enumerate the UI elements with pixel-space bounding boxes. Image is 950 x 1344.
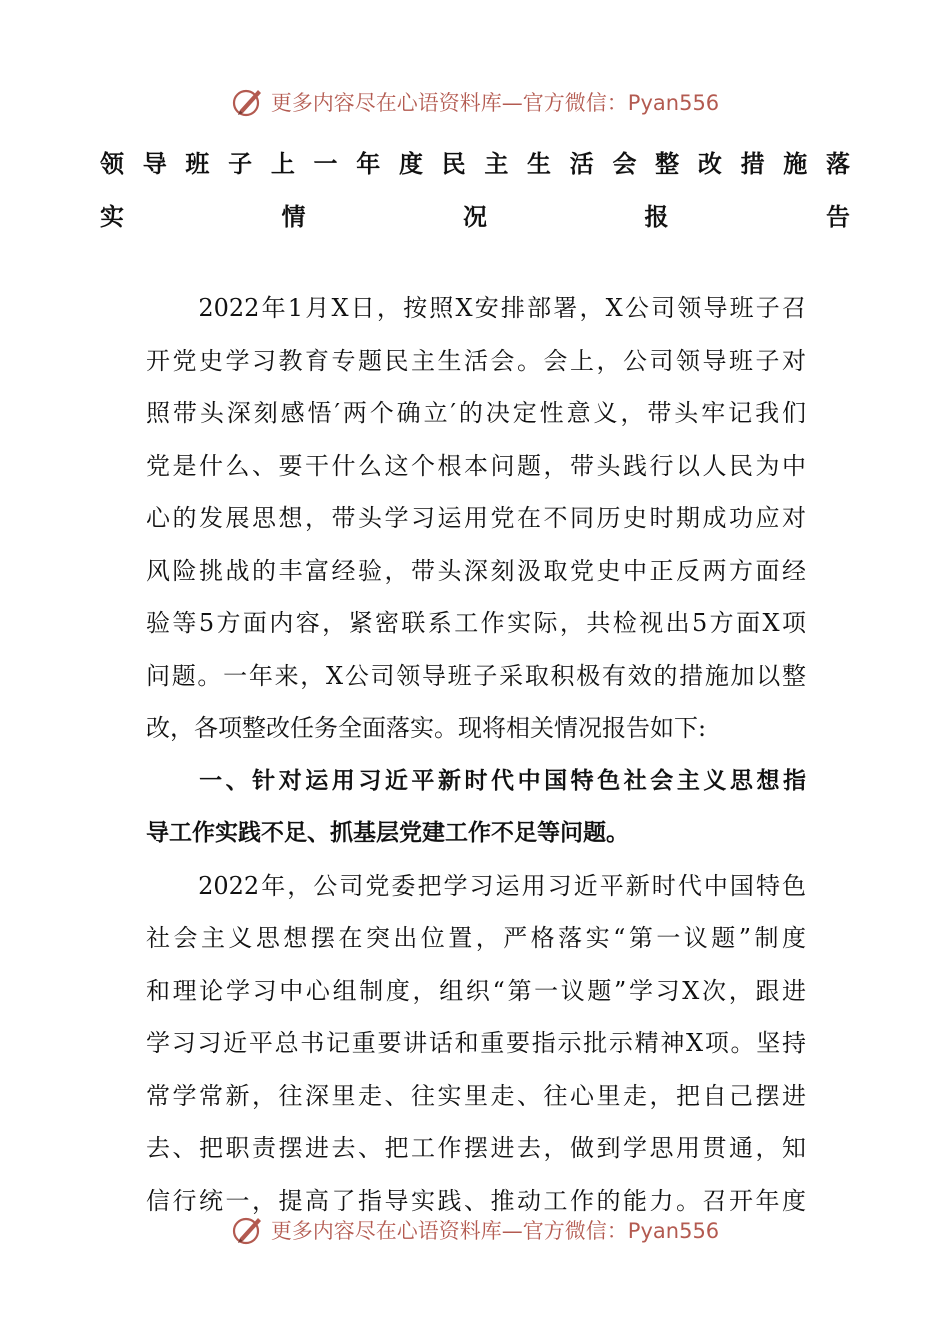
text-line: 风险挑战的丰富经验，带头深刻汲取党史中正反两方面经	[146, 556, 806, 585]
text-line: 信行统一，提高了指导实践、推动工作的能力。召开年度	[146, 1186, 806, 1215]
heading-line: 导工作实践不足、抓基层党建工作不足等问题。	[146, 820, 629, 846]
text-line: 和理论学习中心组制度，组织“第一议题”学习X次，跟进	[146, 976, 806, 1005]
text-line: 去、把职责摆进去、把工作摆进去，做到学思用贯通，知	[146, 1134, 806, 1162]
banner-text: 更多内容尽在心语资料库—官方微信：Pyan556	[270, 1219, 720, 1243]
text-line: 问题。一年来，X公司领导班子采取积极有效的措施加以整	[146, 661, 806, 690]
text-line: 2022年1月X日，按照X安排部署，X公司领导班子召	[146, 294, 806, 322]
text-line: 开党史学习教育专题民主生活会。会上，公司领导班子对	[146, 346, 806, 375]
header-watermark-banner	[0, 82, 950, 122]
heading-line: 一、针对运用习近平新时代中国特色社会主义思想指	[146, 767, 806, 794]
text-line: 学习习近平总书记重要讲话和重要指示批示精神X项。坚持	[146, 1029, 806, 1057]
text-line: 改，各项整改任务全面落实。现将相关情况报告如下:	[146, 714, 707, 742]
footer-watermark-banner	[0, 1210, 950, 1250]
text-line: 心的发展思想，带头学习运用党在不同历史时期成功应对	[146, 504, 806, 532]
text-line: 党是什么、要干什么这个根本问题，带头践行以人民为中	[146, 451, 806, 480]
text-line: 验等5方面内容，紧密联系工作实际，共检视出5方面X项	[146, 609, 806, 637]
page-title	[100, 138, 850, 243]
text-line: 常学常新，往深里走、往实里走、往心里走，把自己摆进	[146, 1081, 806, 1110]
document-body	[146, 282, 806, 1227]
text-line: 社会主义思想摆在突出位置，严格落实“第一议题”制度	[146, 924, 806, 952]
section-heading-1	[146, 755, 806, 860]
title-line: 实情况报告	[100, 201, 850, 231]
text-line: 照带头深刻感悟′两个确立′的决定性意义，带头牢记我们	[146, 399, 806, 427]
title-line: 领导班子上一年度民主生活会整改措施落	[100, 149, 850, 178]
paragraph-section-1	[146, 860, 806, 1228]
banner-text: 更多内容尽在心语资料库—官方微信：Pyan556	[270, 91, 720, 115]
paragraph-intro	[146, 282, 806, 755]
text-line: 2022年，公司党委把学习运用习近平新时代中国特色	[146, 871, 806, 900]
pen-logo-icon	[231, 85, 265, 119]
pen-logo-icon	[231, 1213, 265, 1247]
